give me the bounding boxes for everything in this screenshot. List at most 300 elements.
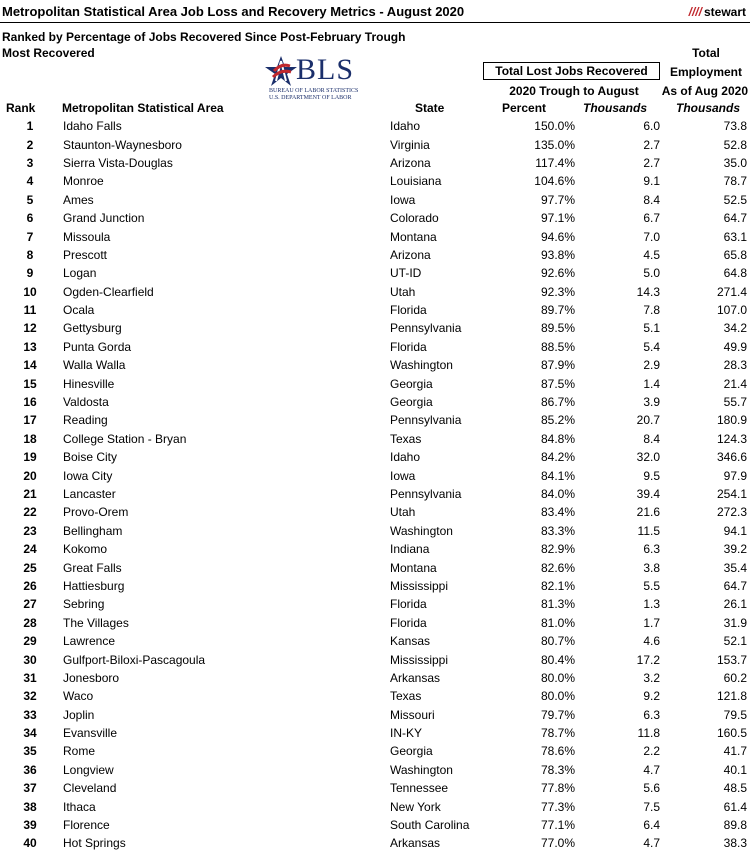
rank-cell: 9 [26, 266, 34, 281]
state-cell: Georgia [390, 376, 433, 391]
header-total-lost-jobs-recovered: Total Lost Jobs Recovered [483, 62, 660, 80]
state-cell: Georgia [390, 744, 433, 759]
employment-cell: 153.7 [716, 652, 747, 667]
table-row [0, 319, 750, 337]
table-row [0, 706, 750, 724]
state-cell: South Carolina [390, 818, 470, 833]
thousands-cell: 39.4 [636, 487, 660, 501]
msa-cell: Hattiesburg [63, 578, 125, 593]
bls-logo-line1: BUREAU OF LABOR STATISTICS [269, 88, 359, 94]
state-cell: Missouri [390, 707, 435, 722]
employment-cell: 160.5 [716, 726, 747, 741]
rank-cell: 26 [23, 578, 37, 593]
header-as-of: As of Aug 2020 [661, 84, 748, 98]
state-cell: Florida [390, 303, 427, 318]
table-row [0, 816, 750, 834]
employment-cell: 60.2 [723, 670, 747, 685]
rank-cell: 17 [23, 413, 37, 428]
employment-cell: 97.9 [723, 468, 747, 483]
thousands-cell: 14.3 [636, 284, 660, 299]
state-cell: Tennessee [390, 781, 449, 796]
percent-cell: 78.3% [540, 762, 575, 777]
msa-cell: Prescott [63, 247, 108, 262]
state-cell: Washington [390, 523, 453, 538]
percent-cell: 97.1% [540, 211, 575, 226]
table-row [0, 724, 750, 742]
table-row [0, 614, 750, 632]
msa-recovery-table-body [0, 117, 750, 853]
state-cell: Kansas [390, 634, 431, 649]
thousands-cell: 11.5 [637, 523, 660, 538]
rank-cell: 28 [23, 615, 37, 630]
subtitle: Ranked by Percentage of Jobs Recovered Since Post-February Trough [2, 30, 406, 44]
msa-cell: Jonesboro [63, 670, 120, 685]
rank-cell: 31 [23, 670, 37, 685]
percent-cell: 77.8% [540, 781, 575, 796]
table-row [0, 632, 750, 650]
header-employment: Employment [669, 65, 742, 79]
table-row [0, 834, 750, 852]
percent-cell: 82.9% [540, 542, 575, 557]
percent-cell: 84.8% [540, 431, 575, 446]
rank-cell: 1 [26, 119, 34, 134]
employment-cell: 271.4 [716, 284, 747, 299]
msa-cell: Great Falls [63, 560, 122, 575]
table-row [0, 687, 750, 705]
rank-cell: 16 [23, 395, 37, 410]
rank-cell: 4 [26, 174, 34, 189]
employment-cell: 124.3 [716, 431, 747, 446]
thousands-cell: 4.6 [643, 634, 660, 649]
employment-cell: 31.9 [723, 615, 747, 630]
percent-cell: 86.7% [540, 395, 575, 410]
percent-cell: 85.2% [540, 413, 575, 428]
rank-cell: 14 [23, 358, 37, 373]
percent-cell: 77.1% [540, 818, 575, 833]
bls-logo-emblem [264, 55, 298, 89]
employment-cell: 89.8 [723, 818, 747, 833]
msa-cell: Walla Walla [63, 358, 126, 373]
header-thousands-recovered: Thousands [583, 101, 648, 115]
rank-cell: 2 [26, 137, 34, 152]
table-row [0, 374, 750, 392]
employment-cell: 180.9 [716, 413, 747, 428]
employment-cell: 26.1 [723, 597, 747, 612]
state-cell: Pennsylvania [390, 487, 462, 501]
stewart-logo-text: stewart [703, 5, 746, 19]
rank-cell: 39 [23, 818, 37, 833]
rank-cell: 34 [23, 726, 37, 741]
rank-cell: 6 [26, 211, 34, 226]
msa-cell: Grand Junction [63, 211, 145, 226]
percent-cell: 79.7% [540, 707, 575, 722]
thousands-cell: 4.7 [643, 762, 660, 777]
state-cell: Arkansas [390, 670, 441, 685]
employment-cell: 79.5 [723, 707, 747, 722]
percent-cell: 87.9% [540, 358, 575, 373]
state-cell: Virginia [390, 137, 430, 152]
msa-cell: Kokomo [63, 542, 108, 557]
rank-cell: 33 [23, 707, 37, 722]
rank-cell: 25 [23, 560, 37, 575]
rank-cell: 37 [23, 781, 37, 796]
employment-cell: 38.3 [723, 836, 747, 851]
rank-cell: 5 [26, 192, 34, 207]
employment-cell: 121.8 [716, 689, 747, 704]
thousands-cell: 4.7 [643, 836, 660, 851]
table-row [0, 172, 750, 190]
table-row [0, 264, 750, 282]
percent-cell: 82.6% [540, 560, 575, 575]
rank-cell: 30 [23, 652, 37, 667]
percent-cell: 82.1% [540, 578, 575, 593]
percent-cell: 94.6% [540, 229, 575, 244]
state-cell: Idaho [390, 450, 421, 465]
table-row [0, 393, 750, 411]
table-row [0, 191, 750, 209]
msa-cell: Gettysburg [63, 321, 122, 336]
thousands-cell: 9.1 [643, 174, 660, 189]
header-percent: Percent [502, 101, 547, 115]
thousands-cell: 8.4 [643, 192, 660, 207]
table-row [0, 117, 750, 135]
msa-cell: Lawrence [63, 634, 116, 649]
msa-cell: Punta Gorda [63, 339, 132, 354]
state-cell: Texas [390, 431, 422, 446]
rank-cell: 13 [23, 339, 37, 354]
msa-cell: Gulfport-Biloxi-Pascagoula [63, 652, 206, 667]
employment-cell: 52.1 [723, 634, 747, 649]
thousands-cell: 2.7 [643, 137, 660, 152]
rank-cell: 8 [26, 247, 34, 262]
thousands-cell: 1.3 [643, 597, 660, 612]
rank-cell: 32 [23, 689, 37, 704]
employment-cell: 78.7 [723, 174, 747, 189]
msa-cell: Ithaca [63, 799, 96, 814]
employment-cell: 107.0 [716, 303, 747, 318]
bls-logo-line2: U.S. DEPARTMENT OF LABOR [269, 95, 352, 101]
employment-cell: 39.2 [723, 542, 747, 557]
thousands-cell: 8.4 [643, 431, 660, 446]
table-row [0, 209, 750, 227]
state-cell: Arkansas [390, 836, 441, 851]
percent-cell: 135.0% [534, 137, 575, 152]
state-cell: Idaho [390, 119, 421, 134]
state-cell: Iowa [390, 468, 416, 483]
msa-cell: Ocala [63, 303, 95, 318]
table-row [0, 448, 750, 466]
msa-cell: Longview [63, 762, 114, 777]
table-row [0, 283, 750, 301]
employment-cell: 64.7 [723, 211, 747, 226]
state-cell: IN-KY [390, 726, 423, 741]
table-row [0, 742, 750, 760]
bls-logo [264, 53, 364, 103]
state-cell: New York [390, 799, 441, 814]
employment-cell: 55.7 [723, 395, 747, 410]
employment-cell: 346.6 [716, 450, 747, 465]
employment-cell: 65.8 [723, 247, 747, 262]
state-cell: Washington [390, 762, 453, 777]
thousands-cell: 1.4 [643, 376, 660, 391]
state-cell: Utah [390, 505, 416, 520]
msa-recovery-table [0, 117, 750, 853]
percent-cell: 77.3% [540, 799, 575, 814]
header-msa: Metropolitan Statistical Area [62, 101, 224, 115]
msa-cell: Valdosta [63, 395, 109, 410]
header-total: Total [692, 46, 720, 60]
thousands-cell: 3.2 [643, 670, 660, 685]
table-row [0, 227, 750, 245]
thousands-cell: 2.9 [643, 358, 660, 373]
msa-cell: Evansville [63, 726, 118, 741]
table-row [0, 595, 750, 613]
rank-cell: 23 [23, 523, 37, 538]
header-trough-to-august: 2020 Trough to August [509, 84, 639, 98]
thousands-cell: 6.0 [643, 119, 660, 134]
state-cell: Utah [390, 284, 416, 299]
msa-cell: Boise City [63, 450, 118, 465]
msa-cell: Hot Springs [63, 836, 126, 851]
percent-cell: 104.6% [534, 174, 575, 189]
msa-cell: The Villages [63, 615, 129, 630]
rank-cell: 38 [23, 799, 37, 814]
msa-cell: Bellingham [63, 523, 123, 538]
thousands-cell: 9.2 [643, 689, 660, 704]
employment-cell: 52.5 [723, 192, 747, 207]
msa-cell: Waco [63, 689, 94, 704]
percent-cell: 80.0% [540, 689, 575, 704]
state-cell: Georgia [390, 395, 433, 410]
percent-cell: 80.0% [540, 670, 575, 685]
percent-cell: 83.3% [540, 523, 575, 538]
stewart-logo-mark: //// [688, 5, 702, 19]
state-cell: Mississippi [390, 578, 449, 593]
percent-cell: 87.5% [540, 376, 575, 391]
table-row [0, 577, 750, 595]
thousands-cell: 21.6 [636, 505, 660, 520]
rank-cell: 10 [23, 284, 37, 299]
state-cell: Florida [390, 339, 427, 354]
rank-cell: 21 [23, 487, 37, 501]
msa-cell: Ogden-Clearfield [63, 284, 154, 299]
table-row [0, 356, 750, 374]
state-cell: Arizona [390, 155, 431, 170]
rank-cell: 22 [23, 505, 37, 520]
percent-cell: 84.1% [540, 468, 575, 483]
percent-cell: 84.2% [540, 450, 575, 465]
thousands-cell: 3.8 [643, 560, 660, 575]
rank-cell: 11 [23, 303, 37, 318]
percent-cell: 80.4% [540, 652, 575, 667]
employment-cell: 52.8 [723, 137, 747, 152]
employment-cell: 61.4 [723, 799, 747, 814]
thousands-cell: 32.0 [636, 450, 660, 465]
employment-cell: 34.2 [723, 321, 747, 336]
table-row [0, 522, 750, 540]
table-row [0, 797, 750, 815]
percent-cell: 93.8% [540, 247, 575, 262]
employment-cell: 254.1 [716, 487, 747, 501]
percent-cell: 88.5% [540, 339, 575, 354]
state-cell: Pennsylvania [390, 321, 462, 336]
thousands-cell: 5.5 [643, 578, 660, 593]
percent-cell: 92.3% [540, 284, 575, 299]
rank-cell: 12 [23, 321, 37, 336]
rank-cell: 20 [23, 468, 37, 483]
thousands-cell: 3.9 [643, 395, 660, 410]
percent-cell: 81.3% [540, 597, 575, 612]
percent-cell: 83.4% [540, 505, 575, 520]
table-row [0, 779, 750, 797]
percent-cell: 89.7% [540, 303, 575, 318]
header-rank: Rank [6, 101, 36, 115]
msa-cell: Logan [63, 266, 97, 281]
percent-cell: 77.0% [540, 836, 575, 851]
thousands-cell: 4.5 [643, 247, 660, 262]
percent-cell: 92.6% [540, 266, 575, 281]
thousands-cell: 5.0 [643, 266, 660, 281]
percent-cell: 78.6% [540, 744, 575, 759]
msa-cell: Provo-Orem [63, 505, 129, 520]
thousands-cell: 7.5 [643, 799, 660, 814]
employment-cell: 35.0 [723, 155, 747, 170]
msa-cell: Idaho Falls [63, 119, 122, 134]
msa-cell: Sierra Vista-Douglas [63, 155, 173, 170]
thousands-cell: 17.2 [636, 652, 660, 667]
state-cell: Florida [390, 615, 427, 630]
state-cell: Florida [390, 597, 427, 612]
percent-cell: 80.7% [540, 634, 575, 649]
thousands-cell: 11.8 [637, 726, 660, 741]
thousands-cell: 7.8 [643, 303, 660, 318]
state-cell: Pennsylvania [390, 413, 462, 428]
table-row [0, 466, 750, 484]
msa-cell: Iowa City [63, 468, 113, 483]
table-row [0, 558, 750, 576]
rank-cell: 24 [23, 542, 37, 557]
table-row [0, 301, 750, 319]
header-state: State [415, 101, 445, 115]
thousands-cell: 5.6 [643, 781, 660, 796]
msa-cell: Monroe [63, 174, 104, 189]
table-row [0, 246, 750, 264]
employment-cell: 40.1 [723, 762, 747, 777]
percent-cell: 117.4% [535, 155, 575, 170]
thousands-cell: 7.0 [643, 229, 660, 244]
table-row [0, 761, 750, 779]
thousands-cell: 2.7 [643, 155, 660, 170]
msa-cell: Missoula [63, 229, 111, 244]
state-cell: Iowa [390, 192, 416, 207]
msa-cell: Reading [63, 413, 108, 428]
msa-cell: College Station - Bryan [63, 431, 187, 446]
thousands-cell: 2.2 [643, 744, 660, 759]
msa-cell: Cleveland [63, 781, 117, 796]
table-row [0, 669, 750, 687]
msa-cell: Florence [63, 818, 110, 833]
header-thousands-employment: Thousands [676, 101, 741, 115]
table-row [0, 650, 750, 668]
rank-cell: 29 [23, 634, 37, 649]
rank-cell: 27 [23, 597, 37, 612]
employment-cell: 64.7 [723, 578, 747, 593]
state-cell: Mississippi [390, 652, 449, 667]
rank-cell: 18 [23, 431, 37, 446]
rank-cell: 7 [26, 229, 34, 244]
rank-cell: 36 [23, 762, 37, 777]
table-row [0, 154, 750, 172]
msa-cell: Staunton-Waynesboro [63, 137, 182, 152]
subtitle-most-recovered: Most Recovered [2, 46, 95, 60]
state-cell: Arizona [390, 247, 431, 262]
table-row [0, 430, 750, 448]
employment-cell: 48.5 [723, 781, 747, 796]
employment-cell: 49.9 [723, 339, 747, 354]
title-divider [0, 22, 750, 23]
msa-cell: Joplin [63, 707, 95, 722]
page-title: Metropolitan Statistical Area Job Loss and Recovery Metrics - August 2020 [2, 4, 465, 19]
employment-cell: 28.3 [723, 358, 747, 373]
rank-cell: 19 [23, 450, 37, 465]
employment-cell: 35.4 [723, 560, 747, 575]
percent-cell: 97.7% [540, 192, 575, 207]
employment-cell: 41.7 [723, 744, 747, 759]
msa-cell: Ames [63, 192, 94, 207]
state-cell: Montana [390, 229, 437, 244]
rank-cell: 40 [23, 836, 37, 851]
bls-logo-letters: BLS [296, 53, 355, 86]
thousands-cell: 6.7 [643, 211, 660, 226]
employment-cell: 21.4 [723, 376, 747, 391]
state-cell: Montana [390, 560, 437, 575]
state-cell: UT-ID [390, 266, 422, 281]
thousands-cell: 20.7 [636, 413, 660, 428]
percent-cell: 89.5% [540, 321, 575, 336]
table-row [0, 503, 750, 521]
state-cell: Indiana [390, 542, 430, 557]
thousands-cell: 5.1 [643, 321, 660, 336]
table-row [0, 338, 750, 356]
thousands-cell: 6.4 [643, 818, 660, 833]
state-cell: Washington [390, 358, 453, 373]
employment-cell: 63.1 [723, 229, 747, 244]
thousands-cell: 9.5 [643, 468, 660, 483]
msa-cell: Sebring [63, 597, 105, 612]
state-cell: Louisiana [390, 174, 442, 189]
table-row [0, 485, 750, 503]
employment-cell: 94.1 [723, 523, 747, 538]
employment-cell: 73.8 [723, 119, 747, 134]
thousands-cell: 1.7 [643, 615, 660, 630]
percent-cell: 150.0% [534, 119, 575, 134]
msa-cell: Hinesville [63, 376, 115, 391]
rank-cell: 3 [26, 155, 34, 170]
percent-cell: 81.0% [540, 615, 575, 630]
msa-cell: Rome [63, 744, 96, 759]
thousands-cell: 6.3 [643, 542, 660, 557]
rank-cell: 35 [23, 744, 37, 759]
percent-cell: 84.0% [540, 487, 575, 501]
state-cell: Texas [390, 689, 422, 704]
table-row [0, 411, 750, 429]
state-cell: Colorado [390, 211, 439, 226]
table-row [0, 540, 750, 558]
employment-cell: 64.8 [723, 266, 747, 281]
table-row [0, 135, 750, 153]
stewart-logo [689, 5, 746, 19]
employment-cell: 272.3 [716, 505, 747, 520]
